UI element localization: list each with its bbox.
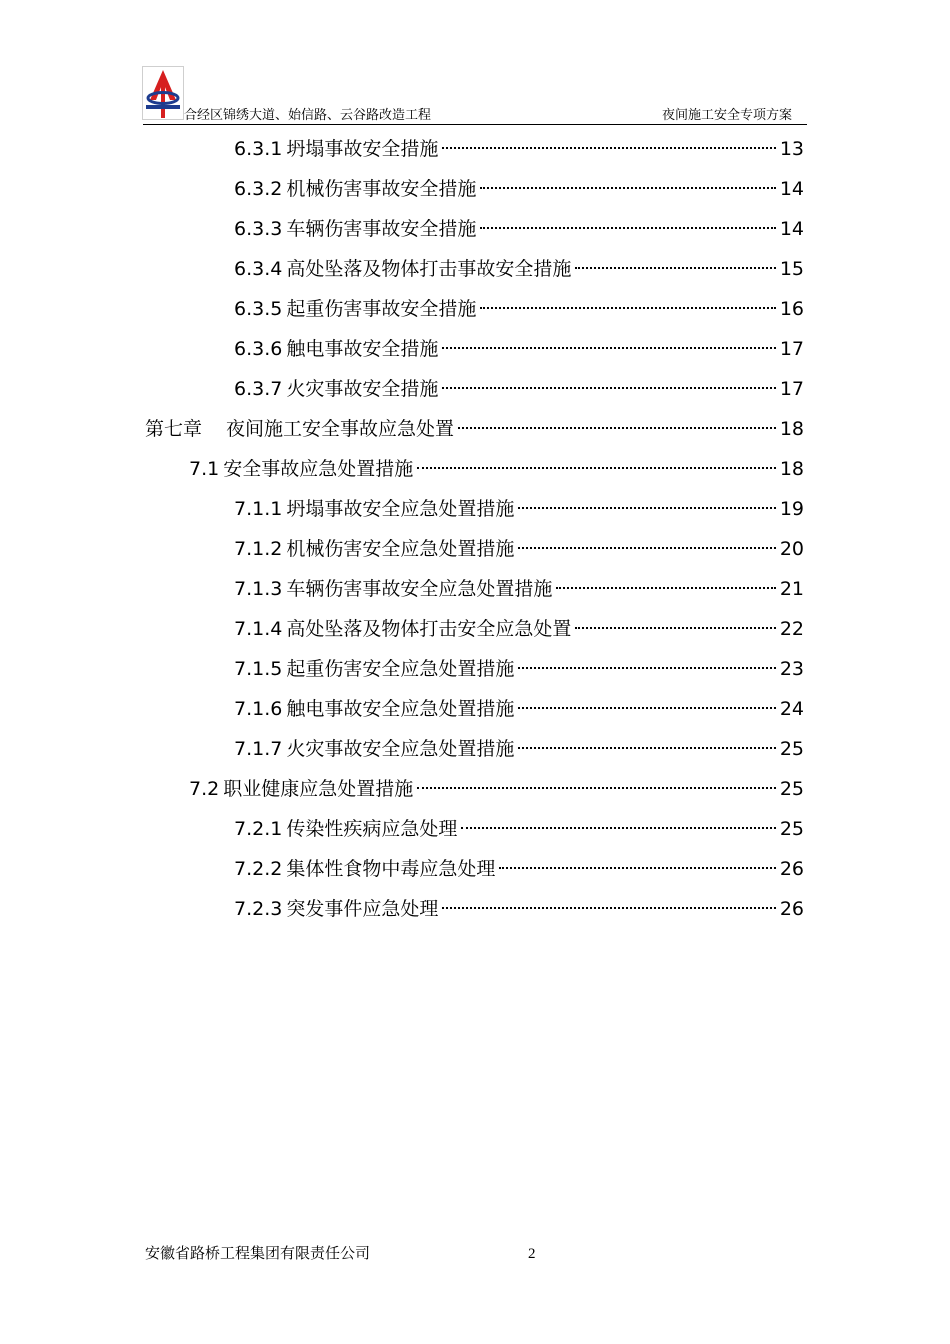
toc-entry-number: 7.1.5: [234, 658, 283, 680]
toc-entry-title: 职业健康应急处置措施: [223, 778, 414, 800]
toc-subsection-entry[interactable]: [234, 292, 804, 326]
toc-entry-page: 14: [779, 178, 804, 200]
toc-entry-number: 7.1.1: [234, 498, 283, 520]
toc-entry-title: 起重伤害安全应急处置措施: [286, 658, 515, 680]
toc-entry-number: 第七章: [145, 418, 203, 440]
toc-entry-title: 夜间施工安全事故应急处置: [226, 418, 455, 440]
toc-subsection-entry[interactable]: [234, 732, 804, 766]
toc-entry-page: 26: [779, 858, 804, 880]
toc-dot-leader: [518, 707, 775, 709]
toc-entry-page: 23: [779, 658, 804, 680]
toc-dot-leader: [480, 227, 775, 229]
toc-subsection-entry[interactable]: [234, 812, 804, 846]
toc-chapter-entry[interactable]: [145, 412, 804, 446]
toc-entry-page: 21: [779, 578, 804, 600]
toc-dot-leader: [575, 627, 775, 629]
toc-entry-page: 17: [779, 338, 804, 360]
toc-entry-page: 17: [779, 378, 804, 400]
toc-entry-page: 15: [779, 258, 804, 280]
toc-dot-leader: [480, 187, 775, 189]
toc-entry-title: 机械伤害安全应急处置措施: [286, 538, 515, 560]
toc-entry-title: 火灾事故安全措施: [286, 378, 439, 400]
toc-subsection-entry[interactable]: [234, 332, 804, 366]
toc-subsection-entry[interactable]: [234, 492, 804, 526]
toc-entry-number: 7.2.2: [234, 858, 283, 880]
toc-entry-number: 6.3.5: [234, 298, 283, 320]
toc-entry-title: 突发事件应急处理: [286, 898, 439, 920]
toc-dot-leader: [442, 147, 775, 149]
toc-dot-leader: [458, 427, 776, 429]
toc-entry-title: 高处坠落及物体打击安全应急处置: [286, 618, 572, 640]
toc-entry-number: 6.3.2: [234, 178, 283, 200]
toc-entry-title: 火灾事故安全应急处置措施: [286, 738, 515, 760]
toc-entry-title: 触电事故安全应急处置措施: [286, 698, 515, 720]
toc-entry-page: 18: [779, 418, 804, 440]
toc-dot-leader: [575, 267, 775, 269]
toc-entry-page: 24: [779, 698, 804, 720]
toc-subsection-entry[interactable]: [234, 212, 804, 246]
toc-dot-leader: [518, 747, 775, 749]
toc-entry-title: 传染性疾病应急处理: [286, 818, 458, 840]
toc-entry-number: 7.1.7: [234, 738, 283, 760]
toc-subsection-entry[interactable]: [234, 372, 804, 406]
toc-subsection-entry[interactable]: [234, 532, 804, 566]
toc-entry-number: 7.2: [189, 778, 220, 800]
toc-entry-page: 25: [779, 778, 804, 800]
toc-subsection-entry[interactable]: [234, 252, 804, 286]
toc-dot-leader: [442, 907, 775, 909]
toc-dot-leader: [417, 787, 776, 789]
toc-subsection-entry[interactable]: [234, 652, 804, 686]
toc-dot-leader: [556, 587, 775, 589]
toc-entry-number: 7.1.2: [234, 538, 283, 560]
toc-dot-leader: [442, 347, 775, 349]
toc-subsection-entry[interactable]: [234, 852, 804, 886]
toc-section-entry[interactable]: [189, 772, 804, 806]
toc-entry-page: 25: [779, 738, 804, 760]
toc-entry-title: 触电事故安全措施: [286, 338, 439, 360]
toc-entry-page: 26: [779, 898, 804, 920]
footer-page-number: 2: [528, 1246, 536, 1262]
toc-entry-number: 7.1: [189, 458, 220, 480]
toc-section-entry[interactable]: [189, 452, 804, 486]
toc-entry-title: 坍塌事故安全措施: [286, 138, 439, 160]
toc-entry-page: 25: [779, 818, 804, 840]
toc-entry-page: 19: [779, 498, 804, 520]
toc-subsection-entry[interactable]: [234, 132, 804, 166]
toc-dot-leader: [518, 507, 775, 509]
toc-entry-number: 7.1.6: [234, 698, 283, 720]
toc-dot-leader: [480, 307, 775, 309]
toc-entry-page: 16: [779, 298, 804, 320]
toc-entry-title: 集体性食物中毒应急处理: [286, 858, 496, 880]
toc-dot-leader: [518, 547, 775, 549]
header-document-title: 夜间施工安全专项方案: [661, 107, 792, 122]
toc-dot-leader: [417, 467, 776, 469]
toc-subsection-entry[interactable]: [234, 572, 804, 606]
toc-entry-title: 车辆伤害事故安全应急处置措施: [286, 578, 553, 600]
footer-company-name: 安徽省路桥工程集团有限责任公司: [145, 1246, 371, 1262]
toc-entry-title: 车辆伤害事故安全措施: [286, 218, 477, 240]
toc-entry-title: 机械伤害事故安全措施: [286, 178, 477, 200]
toc-entry-page: 14: [779, 218, 804, 240]
toc-dot-leader: [518, 667, 775, 669]
company-logo-icon: [142, 66, 184, 120]
toc-entry-number: 6.3.6: [234, 338, 283, 360]
toc-entry-title: 起重伤害事故安全措施: [286, 298, 477, 320]
toc-entry-number: 6.3.1: [234, 138, 283, 160]
toc-entry-number: 7.2.1: [234, 818, 283, 840]
toc-entry-title: 高处坠落及物体打击事故安全措施: [286, 258, 572, 280]
toc-dot-leader: [499, 867, 775, 869]
toc-entry-title: 坍塌事故安全应急处置措施: [286, 498, 515, 520]
toc-subsection-entry[interactable]: [234, 612, 804, 646]
toc-subsection-entry[interactable]: [234, 172, 804, 206]
toc-entry-number: 7.2.3: [234, 898, 283, 920]
toc-dot-leader: [442, 387, 775, 389]
toc-entry-page: 13: [779, 138, 804, 160]
header-divider: [143, 124, 807, 125]
toc-dot-leader: [461, 827, 775, 829]
toc-subsection-entry[interactable]: [234, 892, 804, 926]
toc-entry-title: 安全事故应急处置措施: [223, 458, 414, 480]
toc-entry-page: 20: [779, 538, 804, 560]
toc-entry-number: 7.1.4: [234, 618, 283, 640]
header-project-title: 合经区锦绣大道、始信路、云谷路改造工程: [184, 107, 432, 122]
toc-entry-number: 6.3.4: [234, 258, 283, 280]
toc-entry-number: 6.3.7: [234, 378, 283, 400]
toc-entry-page: 22: [779, 618, 804, 640]
toc-subsection-entry[interactable]: [234, 692, 804, 726]
toc-entry-number: 6.3.3: [234, 218, 283, 240]
toc-entry-page: 18: [779, 458, 804, 480]
toc-entry-number: 7.1.3: [234, 578, 283, 600]
